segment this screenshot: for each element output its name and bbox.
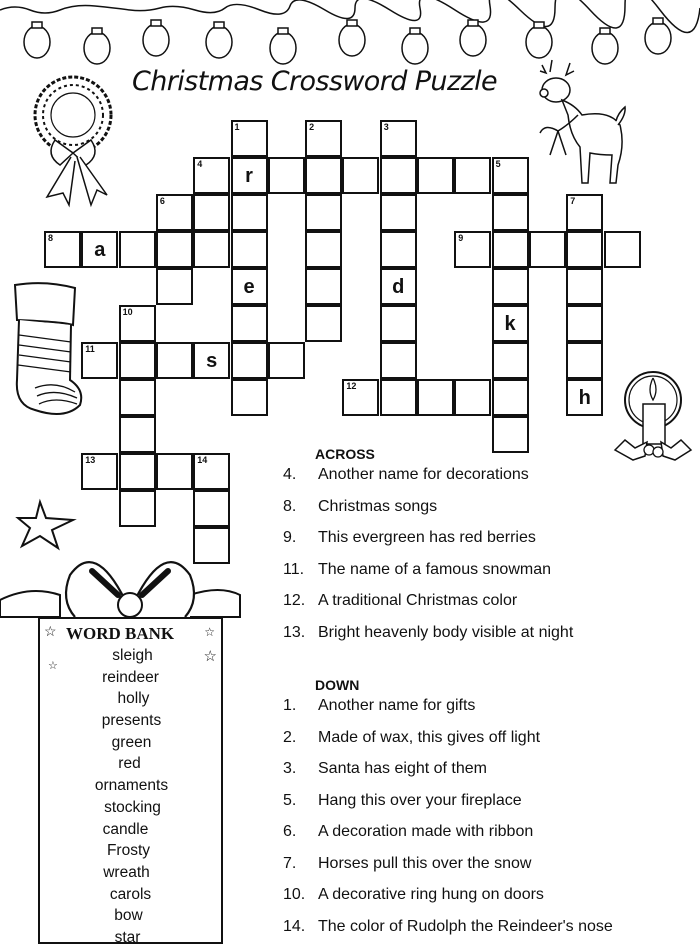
crossword-cell[interactable] bbox=[492, 379, 529, 416]
star-icon: ☆ bbox=[203, 648, 217, 665]
given-letter: e bbox=[243, 276, 255, 298]
crossword-cell[interactable] bbox=[380, 268, 417, 305]
word-bank-item: candle bbox=[102, 820, 149, 838]
down-clue bbox=[283, 729, 700, 761]
clues-panel bbox=[283, 446, 700, 949]
clue-text: A traditional Christmas color bbox=[318, 592, 518, 609]
crossword-cell[interactable] bbox=[566, 379, 603, 416]
down-clue bbox=[283, 918, 700, 950]
word-bank-item: wreath bbox=[103, 863, 150, 881]
crossword-cell[interactable] bbox=[193, 194, 230, 231]
across-clue bbox=[283, 624, 700, 656]
word-bank-item: reindeer bbox=[102, 668, 159, 686]
crossword-cell[interactable] bbox=[268, 342, 305, 379]
down-clue bbox=[283, 792, 700, 824]
word-bank-item: red bbox=[118, 755, 141, 773]
word-bank-item: sleigh bbox=[112, 647, 153, 664]
word-bank-item: stocking bbox=[104, 798, 161, 816]
down-clue bbox=[283, 886, 700, 918]
crossword-cell[interactable] bbox=[81, 231, 118, 268]
clue-number: 13. bbox=[283, 623, 306, 641]
clue-text: This evergreen has red berries bbox=[318, 529, 536, 546]
crossword-cell[interactable] bbox=[231, 342, 268, 379]
crossword-cell[interactable] bbox=[193, 490, 230, 527]
clue-number: 9. bbox=[283, 529, 297, 546]
clue-number: 12 bbox=[346, 381, 357, 391]
clue-number: 8. bbox=[283, 497, 297, 515]
word-bank-item: ornaments bbox=[94, 777, 169, 795]
crossword-cell[interactable] bbox=[44, 231, 81, 268]
clue-text: Made of wax, this gives off light bbox=[318, 728, 541, 746]
word-bank-item: carols bbox=[109, 885, 152, 903]
crossword-cell[interactable] bbox=[380, 194, 417, 231]
clue-text: The color of Rudolph the Reindeer's nose bbox=[318, 917, 613, 935]
crossword-cell[interactable] bbox=[380, 305, 417, 342]
crossword-cell[interactable] bbox=[342, 379, 379, 416]
word-bank-title: WORD BANK bbox=[66, 624, 175, 643]
across-clue bbox=[283, 466, 700, 498]
crossword-cell[interactable] bbox=[566, 342, 603, 379]
crossword-cell[interactable] bbox=[492, 268, 529, 305]
crossword-cell[interactable] bbox=[342, 157, 379, 194]
clue-number: 4. bbox=[283, 466, 297, 483]
clue-number: 7 bbox=[570, 196, 576, 206]
crossword-cell[interactable] bbox=[604, 231, 641, 268]
crossword-cell[interactable] bbox=[492, 194, 529, 231]
crossword-cell[interactable] bbox=[193, 231, 230, 268]
clue-number: 4 bbox=[197, 159, 203, 169]
crossword-cell[interactable] bbox=[156, 268, 193, 305]
clue-number: 2. bbox=[283, 728, 297, 746]
crossword-cell[interactable] bbox=[193, 342, 230, 379]
clue-number: 12. bbox=[283, 592, 306, 609]
clue-text: Hang this over your fireplace bbox=[318, 791, 522, 809]
across-clue bbox=[283, 498, 700, 530]
across-clue bbox=[283, 561, 700, 593]
crossword-cell[interactable] bbox=[193, 527, 230, 564]
given-letter: d bbox=[392, 276, 405, 298]
crossword-cell[interactable] bbox=[566, 305, 603, 342]
clue-number: 13 bbox=[85, 455, 96, 465]
crossword-cell[interactable] bbox=[305, 231, 342, 268]
down-clue bbox=[283, 697, 700, 729]
crossword-cell[interactable] bbox=[492, 305, 529, 342]
crossword-cell[interactable] bbox=[454, 157, 491, 194]
clue-text: Horses pull this over the snow bbox=[318, 854, 532, 872]
star-icon: ☆ bbox=[48, 660, 58, 672]
clue-number: 6 bbox=[159, 196, 165, 206]
given-letter: a bbox=[94, 239, 106, 261]
clue-number: 10 bbox=[122, 307, 133, 317]
crossword-cell[interactable] bbox=[380, 231, 417, 268]
clue-number: 1 bbox=[234, 122, 240, 132]
clue-number: 3. bbox=[283, 760, 297, 777]
clue-text: Christmas songs bbox=[318, 497, 438, 515]
clue-text: A decorative ring hung on doors bbox=[318, 886, 544, 903]
crossword-cell[interactable] bbox=[156, 194, 193, 231]
down-clue bbox=[283, 823, 700, 855]
crossword-cell[interactable] bbox=[305, 157, 342, 194]
clue-number: 8 bbox=[48, 233, 54, 243]
down-clue bbox=[283, 760, 700, 792]
clue-number: 5. bbox=[283, 791, 297, 809]
crossword-cell[interactable] bbox=[81, 453, 118, 490]
crossword-cell[interactable] bbox=[119, 231, 156, 268]
clue-number: 6. bbox=[283, 823, 297, 840]
crossword-cell[interactable] bbox=[119, 453, 156, 490]
crossword-cell[interactable] bbox=[231, 231, 268, 268]
crossword-cell[interactable] bbox=[119, 416, 156, 453]
across-clue bbox=[283, 592, 700, 624]
given-letter: r bbox=[245, 165, 253, 187]
star-icon: ☆ bbox=[44, 623, 57, 639]
clue-number: 10. bbox=[283, 886, 306, 903]
crossword-cell[interactable] bbox=[454, 379, 491, 416]
given-letter: h bbox=[578, 387, 591, 409]
down-clue bbox=[283, 855, 700, 887]
clue-number: 1. bbox=[283, 697, 297, 714]
clue-number: 2 bbox=[309, 122, 315, 132]
word-bank bbox=[38, 617, 223, 944]
page-title: Christmas Crossword Puzzle bbox=[132, 66, 497, 97]
crossword-cell[interactable] bbox=[305, 268, 342, 305]
word-bank-item: Frosty bbox=[106, 842, 151, 860]
crossword-cell[interactable] bbox=[380, 342, 417, 379]
crossword-cell[interactable] bbox=[193, 157, 230, 194]
clue-text: The name of a famous snowman bbox=[318, 560, 552, 578]
crossword-cell[interactable] bbox=[119, 379, 156, 416]
clue-text: A decoration made with ribbon bbox=[318, 823, 534, 840]
down-clue-list bbox=[283, 697, 700, 949]
clue-number: 14 bbox=[197, 455, 208, 465]
crossword-cell[interactable] bbox=[305, 120, 342, 157]
clue-number: 14. bbox=[283, 917, 306, 935]
crossword-cell[interactable] bbox=[119, 490, 156, 527]
crossword-cell[interactable] bbox=[492, 342, 529, 379]
clue-number: 11. bbox=[283, 560, 305, 578]
crossword-cell[interactable] bbox=[231, 120, 268, 157]
down-heading: DOWN bbox=[315, 677, 360, 693]
clue-number: 11 bbox=[85, 344, 95, 354]
crossword-cell[interactable] bbox=[492, 231, 529, 268]
crossword-cell[interactable] bbox=[529, 231, 566, 268]
word-bank-list bbox=[40, 645, 221, 949]
given-letter: k bbox=[504, 313, 516, 335]
crossword-cell[interactable] bbox=[193, 453, 230, 490]
crossword-cell[interactable] bbox=[380, 157, 417, 194]
crossword-cell[interactable] bbox=[417, 157, 454, 194]
across-heading: ACROSS bbox=[315, 446, 375, 462]
crossword-cell[interactable] bbox=[81, 342, 118, 379]
crossword-cell[interactable] bbox=[268, 157, 305, 194]
crossword-cell[interactable] bbox=[156, 453, 193, 490]
crossword-cell[interactable] bbox=[156, 231, 193, 268]
across-clue bbox=[283, 529, 700, 561]
clue-number: 3 bbox=[383, 122, 389, 132]
crossword-cell[interactable] bbox=[156, 342, 193, 379]
clue-text: Another name for gifts bbox=[318, 697, 476, 714]
crossword-cell[interactable] bbox=[305, 305, 342, 342]
clue-number: 7. bbox=[283, 854, 297, 872]
crossword-cell[interactable] bbox=[231, 305, 268, 342]
word-bank-item: presents bbox=[101, 712, 162, 730]
crossword-cell[interactable] bbox=[305, 194, 342, 231]
clue-number: 5 bbox=[495, 159, 501, 169]
crossword-cell[interactable] bbox=[492, 157, 529, 194]
star-icon: ☆ bbox=[204, 625, 215, 639]
crossword-cell[interactable] bbox=[231, 379, 268, 416]
given-letter: s bbox=[206, 350, 218, 372]
clue-text: Another name for decorations bbox=[318, 466, 529, 483]
clue-number: 9 bbox=[458, 233, 464, 243]
crossword-cell[interactable] bbox=[454, 231, 491, 268]
across-clue-list bbox=[283, 466, 700, 655]
crossword-cell[interactable] bbox=[380, 379, 417, 416]
clue-text: Bright heavenly body visible at night bbox=[318, 623, 574, 641]
clue-text: Santa has eight of them bbox=[318, 760, 487, 777]
crossword-cell[interactable] bbox=[231, 194, 268, 231]
crossword-cell[interactable] bbox=[417, 379, 454, 416]
crossword-cell[interactable] bbox=[566, 194, 603, 231]
crossword-cell[interactable] bbox=[566, 231, 603, 268]
crossword-cell[interactable] bbox=[231, 268, 268, 305]
word-bank-item: holly bbox=[117, 690, 150, 708]
word-bank-item: star bbox=[114, 928, 141, 946]
word-bank-item: bow bbox=[114, 907, 143, 925]
crossword-cell[interactable] bbox=[380, 120, 417, 157]
crossword-cell[interactable] bbox=[119, 342, 156, 379]
crossword-cell[interactable] bbox=[566, 268, 603, 305]
crossword-cell[interactable] bbox=[119, 305, 156, 342]
crossword-cell[interactable] bbox=[231, 157, 268, 194]
word-bank-item: green bbox=[111, 733, 152, 751]
